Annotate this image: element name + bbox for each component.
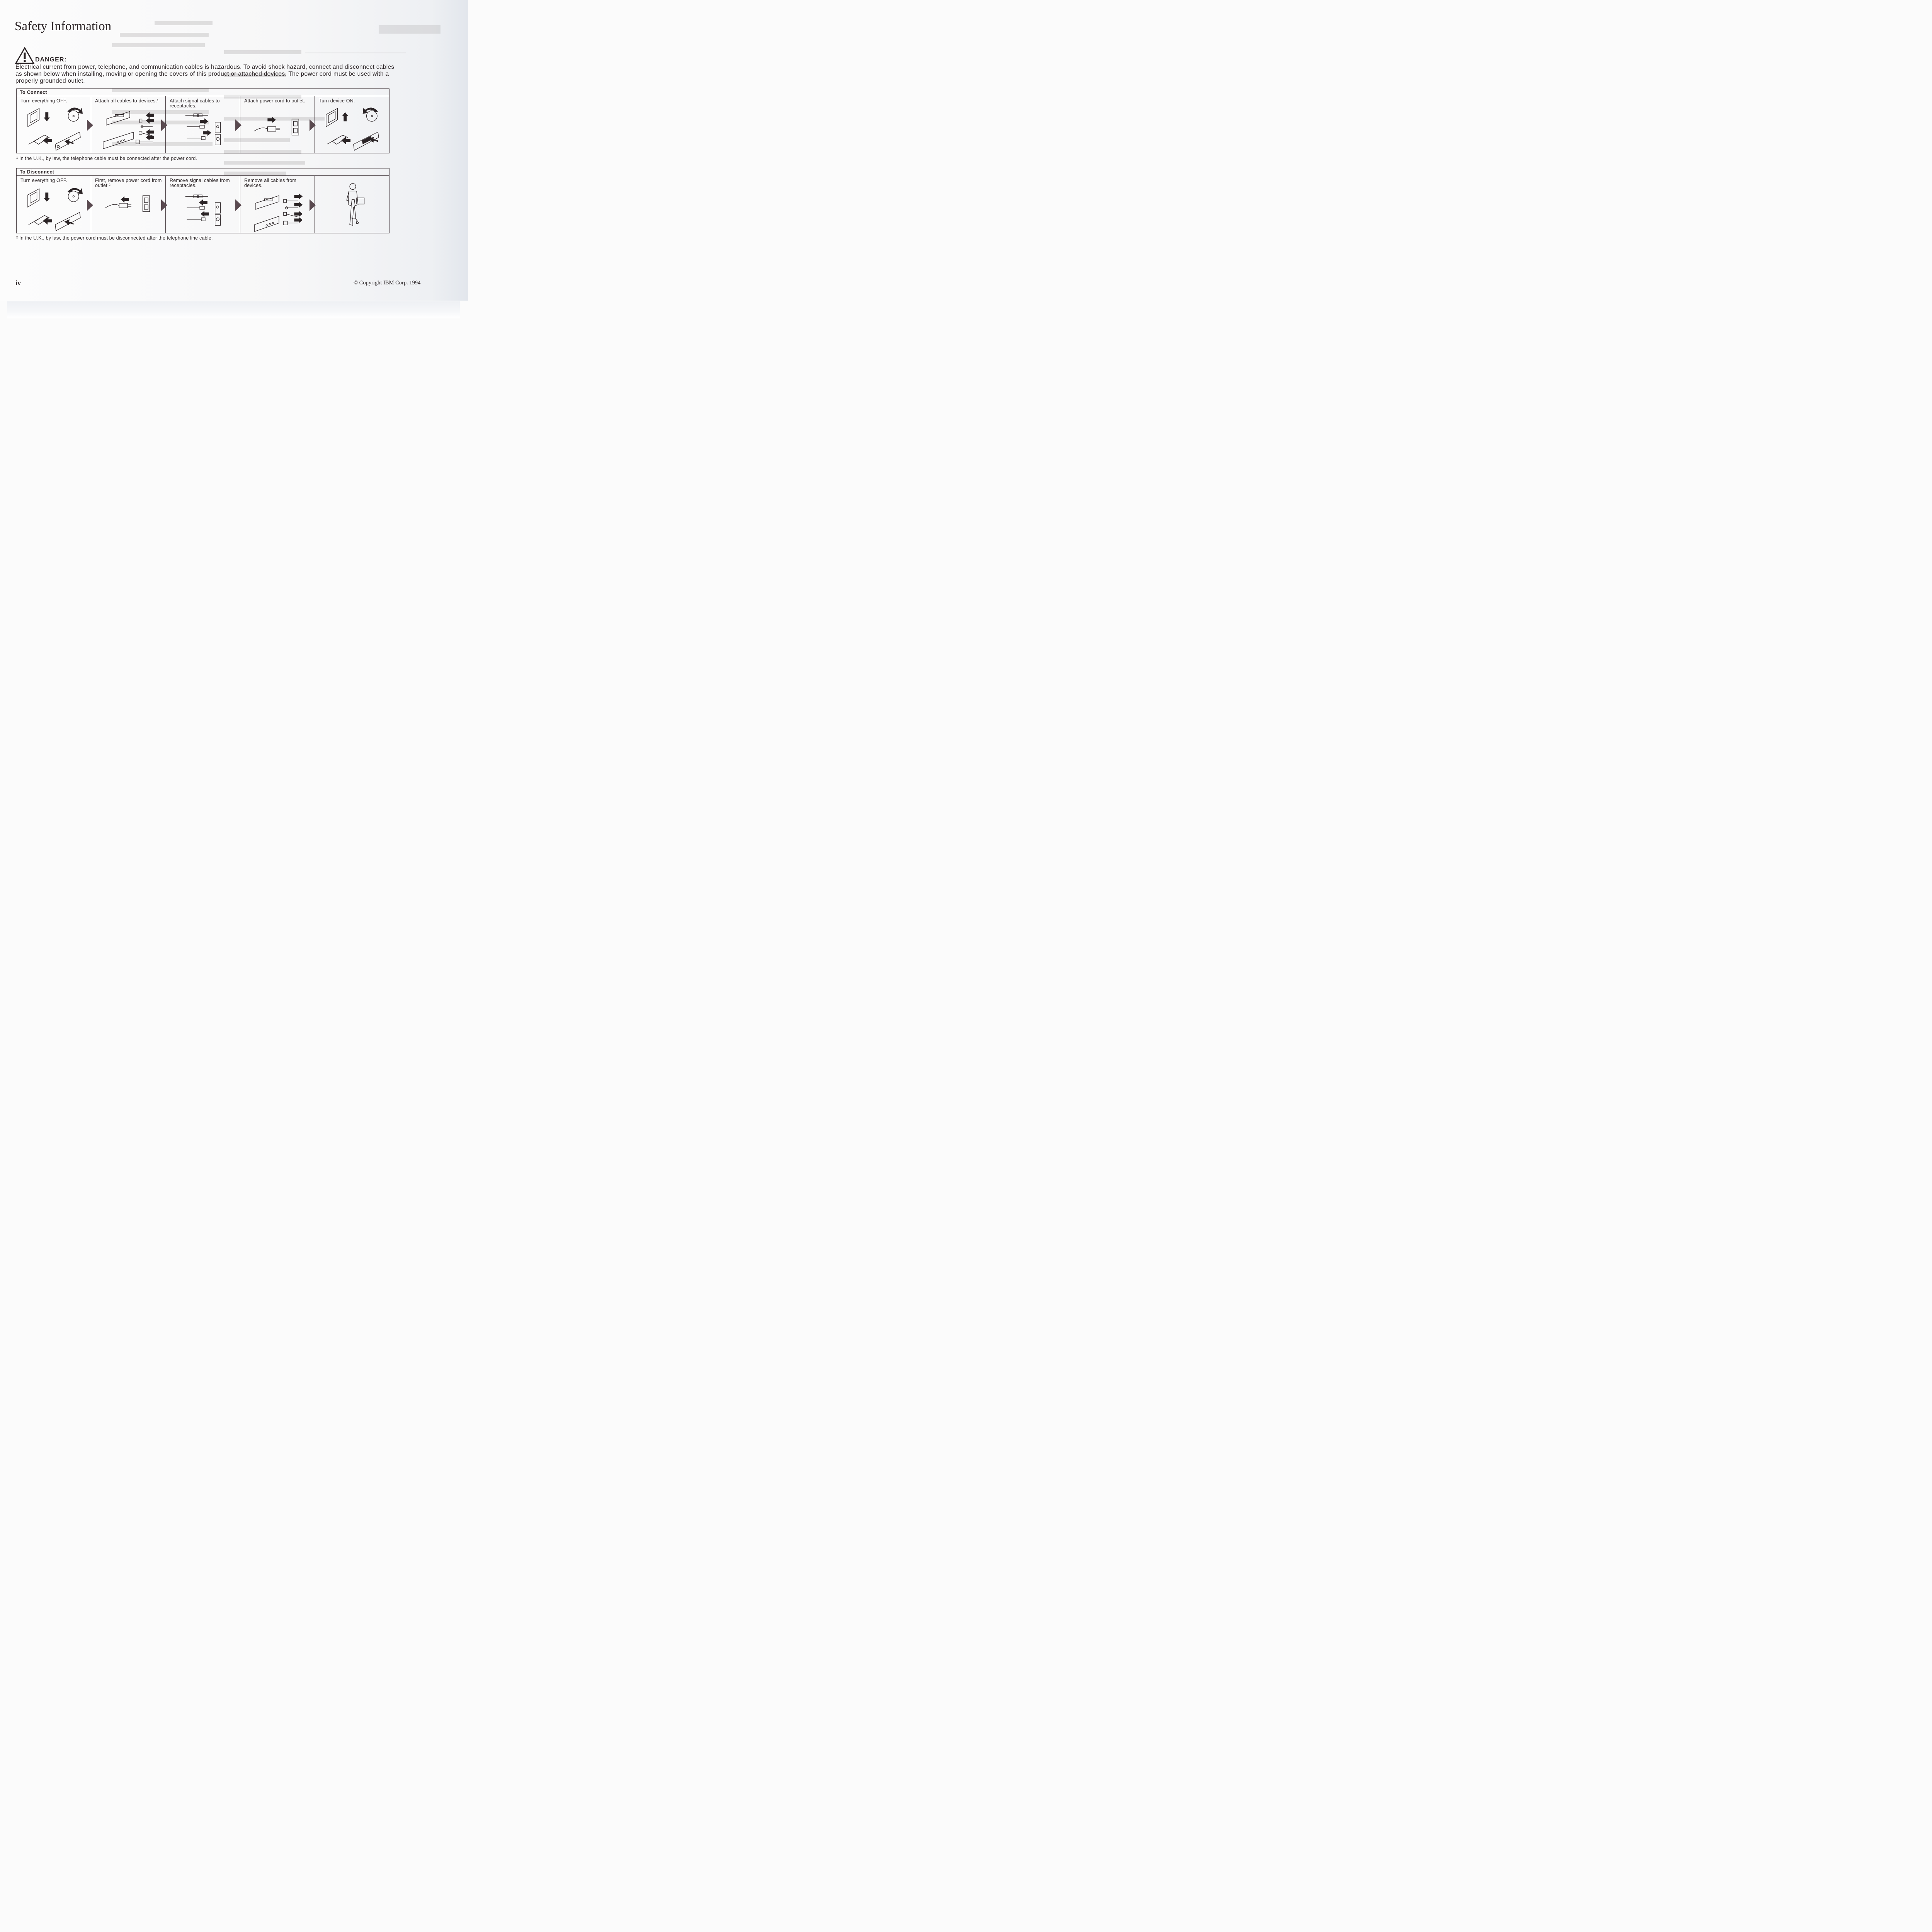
- page-title: Safety Information: [15, 19, 112, 33]
- chevron-right-icon: [161, 119, 167, 132]
- danger-label: DANGER:: [35, 56, 67, 63]
- chevron-right-icon: [87, 119, 93, 132]
- devices-cables-illustration: [91, 96, 165, 153]
- person-walking-away-illustration: [315, 176, 389, 233]
- warning-triangle-icon: [15, 47, 34, 64]
- signal-cables-receptacles-illustration: [166, 96, 240, 153]
- power-switches-off-illustration: [17, 176, 91, 233]
- step-label: Attach power cord to outlet.: [244, 98, 305, 104]
- chevron-right-icon: [235, 119, 242, 132]
- step-label: Remove all cables from devices.: [244, 178, 297, 188]
- connect-step-1: [17, 96, 91, 153]
- power-cord-outlet-illustration: [240, 96, 315, 153]
- power-switches-on-illustration: [315, 96, 389, 153]
- disconnect-step-4: [240, 176, 315, 233]
- chevron-right-icon: [235, 199, 242, 212]
- disconnect-title: To Disconnect: [17, 168, 389, 176]
- chevron-right-icon: [310, 119, 316, 132]
- step-label: Attach signal cables to receptacles.: [170, 98, 220, 109]
- danger-header: [15, 47, 67, 64]
- chevron-right-icon: [310, 199, 316, 212]
- disconnect-step-3: [166, 176, 240, 233]
- connect-procedure: [16, 88, 389, 153]
- step-label: Turn everything OFF.: [20, 98, 67, 104]
- step-label: Turn device ON.: [319, 98, 355, 104]
- connect-step-2: [91, 96, 166, 153]
- page-fold: [7, 301, 460, 318]
- page-number: iv: [15, 279, 21, 287]
- step-label: First, remove power cord from outlet.²: [95, 178, 162, 188]
- disconnect-step-1: [17, 176, 91, 233]
- signal-cables-receptacles-illustration: [166, 176, 240, 233]
- step-label: Attach all cables to devices.¹: [95, 98, 159, 104]
- connect-step-5: [315, 96, 389, 153]
- step-label: Turn everything OFF.: [20, 178, 67, 183]
- disconnect-procedure: [16, 168, 389, 233]
- chevron-right-icon: [161, 199, 167, 212]
- connect-step-3: [166, 96, 240, 153]
- chevron-right-icon: [87, 199, 93, 212]
- danger-text: Electrical current from power, telephone, and communication cables is hazardous. To avoid shock hazard, connect and disconnect cables as shown below when installing, moving or opening the covers of this product or attached devices. The power cord must be used with a properly grounded outlet.: [15, 64, 395, 84]
- power-switches-off-illustration: [17, 96, 91, 153]
- disconnect-step-5: [315, 176, 389, 233]
- connect-title: To Connect: [17, 89, 389, 96]
- power-cord-outlet-illustration: [91, 176, 165, 233]
- disconnect-footnote: ² In the U.K., by law, the power cord must be disconnected after the telephone line cable.: [16, 235, 213, 241]
- connect-step-4: [240, 96, 315, 153]
- copyright-notice: © Copyright IBM Corp. 1994: [354, 280, 421, 286]
- disconnect-step-2: [91, 176, 166, 233]
- step-label: Remove signal cables from receptacles.: [170, 178, 230, 188]
- connect-footnote: ¹ In the U.K., by law, the telephone cable must be connected after the power cord.: [16, 156, 197, 161]
- devices-cables-illustration: [240, 176, 315, 233]
